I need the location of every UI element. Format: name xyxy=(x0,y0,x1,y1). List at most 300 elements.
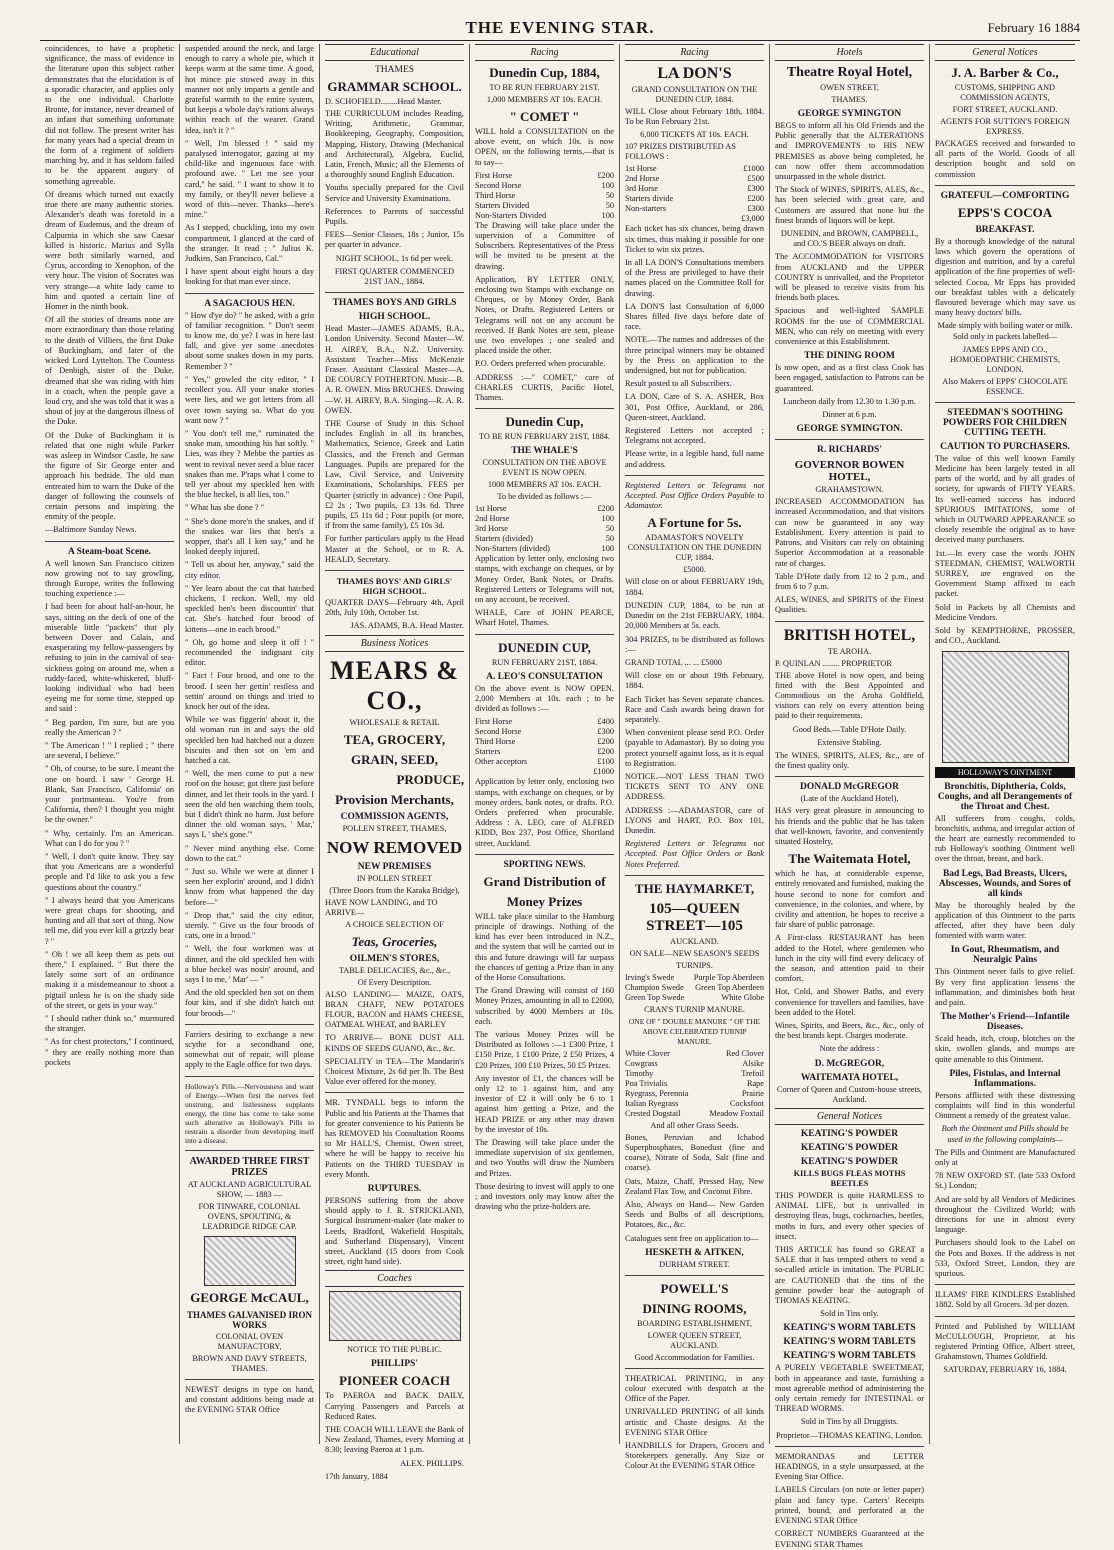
hesketh: HESKETH & AITKEN, xyxy=(645,1247,744,1258)
article-text: I had been for about half-an-hour, he says, sitting on the deck of one of the miserable little "packets" that ply between Dover and Calais, and exasperating my fellow-passengers by refusing to join in the carnival of sea-sickness going on around me, when a ruddy-faced, white-whiskered, bluff-looking individual who had been eyeing me for some time, stepped up and said : xyxy=(45,602,174,714)
steedman: STEEDMAN'S SOOTHING POWDERS FOR CHILDREN CUTTING TEETH. xyxy=(942,407,1068,438)
section-heading: Racing xyxy=(625,44,764,61)
both-text: Both the Ointment and Pills should be used in the following complaints— xyxy=(941,1124,1069,1144)
coach-date: 17th January, 1884 xyxy=(325,1471,388,1481)
divider xyxy=(935,1284,1075,1285)
first-quarter: FIRST QUARTER COMMENCED 21ST JAN., 1884. xyxy=(334,266,455,287)
section-heading: Hotels xyxy=(775,44,924,61)
dunedin-cup-3: DUNEDIN CUP, xyxy=(498,639,591,655)
grammar-label: THAMES xyxy=(374,65,415,75)
three-doors: (Three Doors from the Karaka Bridge), xyxy=(329,885,460,895)
table-row xyxy=(475,717,614,727)
richards: R. RICHARDS' xyxy=(817,445,882,456)
article-text: And the old speckled hen sot on them four kits, and if she didn't hatch out four broods—" xyxy=(185,988,314,1018)
article-text: " Yes," growled the city editor, " I recollect you. All your snake stories were lies, and we got letters from all over town saying so. What do you want now ? " xyxy=(185,374,314,425)
divider xyxy=(185,1379,314,1380)
also: Also, Always on Hand— New Garden Seeds and Bulbs of all descriptions, Potatoes, &c., &c. xyxy=(625,1199,764,1230)
barber: J. A. Barber & Co., xyxy=(951,65,1059,80)
references: References to Parents of successful Pupils. xyxy=(325,206,464,227)
table-row xyxy=(475,181,614,191)
table-cell: Non-starters xyxy=(625,204,667,214)
article-text: Of all the stories of dreams none are more extraordinary than those relating to the death of Villiers, the first Duke of Buckingham, and later of the wicked Lord Lyttelton. The Countess of Denbigh, sister of the Duke, dreamed that she was riding with him in a coach, when the people gave a loud cry, and she was told that it was a shout of joy at the dangerous illness of the Duke. xyxy=(45,315,174,427)
ruptures-heading: RUPTURES. xyxy=(367,1183,422,1194)
dunedin-cup: Dunedin Cup, 1884, xyxy=(489,65,600,80)
bronchitis: Bronchitis, Diphtheria, Colds, Coughs, and all Derangements of the Throat and Chest. xyxy=(937,781,1073,812)
registered-3: Registered Letters or Telegrams not Accepted. Post Office Orders or Bank Notes Preferred. xyxy=(625,839,764,869)
table-cell: Alsike xyxy=(742,1058,764,1068)
table-cell: Starters Divided xyxy=(475,200,530,210)
unrivalled: UNRIVALLED PRINTING of all kinds artistic and Chaste designs. At the EVENING STAR Office xyxy=(625,1407,764,1437)
divider xyxy=(45,541,174,542)
divider xyxy=(325,1092,464,1093)
good-accom: Good Accommodation for Families. xyxy=(634,1352,755,1362)
british-hotel: BRITISH HOTEL, xyxy=(783,626,916,644)
each-text: LA DON'S last Consultation of 6,000 Shares filled five days before date of race. xyxy=(625,301,764,332)
newspaper-title: THE EVENING STAR. xyxy=(465,18,655,37)
article-heading: A SAGACIOUS HEN. xyxy=(204,298,295,309)
saturday: SATURDAY, FEBRUARY 16, 1884. xyxy=(943,1365,1067,1375)
registered-text: Registered Letters not accepted ; Telegrams not accepted. xyxy=(625,426,764,446)
dinner: Dinner at 6 p.m. xyxy=(822,410,877,420)
coach-leave: THE COACH WILL LEAVE the Bank of New Zealand, Thames, every Morning at 8.30; leaving Paeroa at 1 p.m. xyxy=(325,1425,464,1455)
table-row xyxy=(625,973,764,983)
please-text: Please write, in a legible hand, full name and address. xyxy=(625,449,764,469)
commission-label: COMMISSION AGENTS, xyxy=(340,811,449,822)
members-2: 1000 MEMBERS AT 10s. EACH. xyxy=(487,480,602,490)
article-text: " Fact ! Four brood, and one to the brood. I seen her gettin' restless and settin' around on things and tried to knock her out of the idea. xyxy=(185,671,314,711)
table-cell: Non-Starters Divided xyxy=(475,210,547,220)
table-cell: £400 xyxy=(597,717,614,727)
high-school-title-2: THAMES BOYS' AND GIRLS' HIGH SCHOOL. xyxy=(336,575,453,596)
article-text: " She's done more'n the snakes, and if the snakes war lies that hen's a wopper, that's all I ken say," and he looked deeply injured. xyxy=(185,516,314,557)
further-text: For further particulars apply to the Head Master at the School, or to R. A. HEALD, Secretary. xyxy=(325,534,464,564)
divider xyxy=(625,1368,764,1369)
mothers-friend: The Mother's Friend—Infantile Diseases. xyxy=(940,1012,1070,1033)
ruptures-text: PERSONS suffering from the above should apply to J. R. STRICKLAND, Surgical Instrument-maker (late maker to Leeds, Bradford, Wakefield Hospitals, and Sutherland Dispensary), Vincent street, Auckland (15 doors from Cook street, right hand side). xyxy=(325,1195,464,1267)
article-text: " Oh, go home and sleep it off ! " recommended the indignant city editor. xyxy=(185,637,314,668)
table-cell: Champion Swede xyxy=(625,982,684,992)
section-heading: Educational xyxy=(325,44,464,61)
grahamstown: GRAHAMSTOWN. xyxy=(815,485,884,495)
prize-table xyxy=(475,717,614,767)
table-cell: Crested Dogstail xyxy=(625,1108,681,1118)
table-cell: Second Horse xyxy=(475,727,522,737)
run-date: TO BE RUN FEBRUARY 21ST. xyxy=(489,83,600,92)
oven-text: COLONIAL OVEN MANUFACTORY, xyxy=(215,1331,284,1351)
grand-text: Any investor of £1, the chances will be only 12 to 1 against him, and any investor of £2 it will only be 6 to 1 against him getting a Prize, and the HEAD PRIZE or any other may drawn by the investor of 10s. xyxy=(475,1073,614,1134)
column-5 xyxy=(620,44,770,1471)
tea-label: TEA, GROCERY, xyxy=(343,731,446,747)
table-row xyxy=(625,1099,764,1109)
bad-legs: Bad Legs, Bad Breasts, Ulcers, Abscesses, Wounds, and Sores of all kinds xyxy=(938,868,1072,899)
article-text: " Never mind anything else. Come down to the cat." xyxy=(185,843,314,863)
handbills: HANDBILLS for Drapers, Grocers and Storekeepers generally. Any Size or Colour At the EVENING STAR Office xyxy=(625,1441,764,1471)
table-cell: 50 xyxy=(605,524,614,534)
dunedin-text: DUNEDIN CUP, 1884, to be run at Dunedin on the 21st FEBRUARY, 1884. 20,000 Members at 5s. each. xyxy=(625,600,764,631)
table-cell: First Horse xyxy=(475,717,513,727)
article-text: " Well, the men come to put a new roof on the house; got there just before dinner, and let their tools in the yard. I seen the old hen watching them tools, but I didn't think no harm. Just before dinner the old woman says, ' Mar,' says I, ' she's gone.'" xyxy=(185,769,314,840)
section-heading: Business Notices xyxy=(325,635,464,652)
alex-phillips: ALEX. PHILLIPS. xyxy=(400,1458,464,1468)
table-row xyxy=(625,164,764,174)
divider xyxy=(475,408,614,409)
waitemata-2: WAITEMATA HOTEL, xyxy=(800,1072,899,1083)
address-text: ADDRESS :—" COMET," care of CHARLES CURTIS, Pacific Hotel, Thames. xyxy=(475,372,614,403)
grammar-school-title: GRAMMAR SCHOOL. xyxy=(327,79,462,94)
article-text: Of dreams which turned out exactly true there are many authentic stories. Alexander's death was foretold in a dream of Eudemus, and the dream of Calpurnia in which she saw Caesar killed is historic. Marius and Sylla were both similarly warned, and Cyrus, according to Xenophon, of the very hour. The vision of Socrates was very strange—a white lady came to him and quoted a certain line of Homer in the ninth book. xyxy=(45,189,174,312)
table-cell: Timothy xyxy=(625,1068,654,1078)
table-cell: 100 xyxy=(601,544,614,554)
powell: POWELL'S xyxy=(660,1280,729,1296)
table-cell: £200 xyxy=(597,504,614,514)
accommodation: The ACCOMMODATION for VISITORS from AUCKLAND and the UPPER COUNTRY is unrivalled, and the Proprietor will be pleased to receive visits from his friends both places. xyxy=(775,252,924,303)
illams: ILLAMS' FIRE KINDLERS Established 1882. Sold by all Grocers. 3d per dozen. xyxy=(935,1290,1075,1310)
gout: In Gout, Rheumatism, and Neuralgic Pains xyxy=(950,945,1060,966)
article-text: " Well, I don't quite know. They say that you Americans are a wonderful people and I'd like to ask you a few questions about the country." xyxy=(45,852,174,892)
article-heading: A Steam-boat Scene. xyxy=(67,546,152,557)
cran: CRAN'S TURNIP MANURE. xyxy=(644,1004,745,1014)
article-text: " Beg pardon, I'm sure, but are you really the American ? " xyxy=(45,717,174,737)
newest-notice: NEWEST designs in type on hand, and constant additions being made at the EVENING STAR Office xyxy=(185,1384,314,1415)
keating-powder: KEATING'S POWDER xyxy=(800,1157,899,1168)
bones: Bones, Peruvian and Ichabod Superphosphates, Bonedust (fine and coarse), Nitrate of Soda, Salt (fine and coarse). xyxy=(625,1132,764,1173)
table-row xyxy=(475,171,614,181)
thames: THAMES. xyxy=(831,95,868,104)
table-cell: 2nd Horse xyxy=(475,514,510,524)
prizes-304: 304 PRIZES, to be distributed as follows :— xyxy=(625,634,764,654)
bronchitis-text: All sufferers from coughs, colds, bronchitis, asthma, and irregular action of the heart are earnestly recommended to rub Holloway's soothing Ointment well over the throat, breast, and back. xyxy=(935,813,1075,864)
article-text: " Oh, of course, to be sure. I meant the one on board. I saw ' George H. Blank, San Francisco, California' on your portmanteau. You're from California, then? I thought you might be the owner." xyxy=(45,764,174,825)
dunedin-beer: DUNEDIN, and BROWN, CAMPBELL, and CO.'S BEER always on draft. xyxy=(780,229,919,249)
each-text: In all LA DON'S Consultations members of the Press are privileged to have their names placed on the Committee Roll for drawing. xyxy=(625,258,764,298)
keating-powder: KEATING'S POWDER xyxy=(800,1143,899,1154)
quinlan: P. QUINLAN ........ PROPRIETOR xyxy=(775,658,892,668)
night-school: NIGHT SCHOOL, 1s 6d per week. xyxy=(335,253,454,263)
table-hote: Table D'Hote daily from 12 to 2 p.m., and from 6 to 7 p.m. xyxy=(775,571,924,591)
mcgregor: DONALD McGREGOR xyxy=(800,782,899,793)
table-cell: Third Horse xyxy=(475,737,516,747)
note-text: NOTE.—The names and addresses of the three principal winners may be obtained by the Press on application to the undersigned, but not for publication. xyxy=(625,335,764,376)
grateful: GRATEFUL—COMFORTING xyxy=(940,190,1070,201)
cran-2: ONE OF " DOUBLE MANURE " OF THE ABOVE CELEBRATED TURNIP MANURE. xyxy=(628,1016,761,1046)
article-text: Of the Duke of Buckingham it is related that one night while Parker was asleep in Windsor Castle, he saw the figure of Sir George enter and approach his bedside. The old man entreated him to warn the Duke of the danger of following the counsels of certain persons and inspiring the enmity of the people. xyxy=(45,430,174,522)
purely: A PURELY VEGETABLE SWEETMEAT, both in appearance and taste, furnishing a most agreeable method of administering the only certain remedy for INTESTINAL or THREAD WORMS. xyxy=(775,1363,924,1414)
article-text: " I always heard that you Americans were great chaps for shooting, and hunting and all that sort of thing. Now tell me, did you ever kill a grizzly bear ? " xyxy=(45,895,174,946)
ladon-address: LA DON, Care of S. A. ASHER, Box 301, Post Office, Auckland, or 286, Queen-street, Auckland. xyxy=(625,392,764,422)
table-row xyxy=(475,737,614,747)
waitemata-hotel: The Waitemata Hotel, xyxy=(788,851,911,867)
gout-text: This Ointment never fails to give relief. By very first application lessens the inflammation, and diminishes both heat and pain. xyxy=(935,967,1075,1007)
packages: PACKAGES received and forwarded to all parts of the World. Goods of all description bought and sold on commission xyxy=(935,139,1075,179)
table-cell: Starters divide xyxy=(625,194,674,204)
column-3 xyxy=(320,44,470,1481)
wines-2: Wines, Spirits, and Beers, &c., &c., only of the best brands kept. Charges moderate. xyxy=(775,1021,924,1041)
durham: DURHAM STREET. xyxy=(659,1259,730,1269)
youths: Youths specially prepared for the Civil Service and University Examinations. xyxy=(325,183,464,203)
mears-title: MEARS & CO., xyxy=(329,655,460,715)
table-cell: £300 xyxy=(747,204,764,214)
table-row xyxy=(475,514,614,524)
which-text: which he has, at considerable expense, entirely renovated and furnished, making the house second to none for comfort and convenience, in the colonies, and where, by civility and attention, he hopes to receive a fair share of public patronage. xyxy=(775,869,924,930)
divider xyxy=(775,621,924,622)
article-text: While we was figgerin' about it, the old woman run in and says the old speckled hen had hatched out a dozen biscuits and then sot on 'em and hatched a cat. xyxy=(185,715,314,765)
divider xyxy=(935,1316,1075,1317)
tinware-text: FOR TINWARE, COLONIAL OVENS, SPOUTING, & LEADRIDGE RIDGE CAP. xyxy=(198,1201,301,1231)
table-row xyxy=(475,757,614,767)
oilmen: OILMEN'S STORES, xyxy=(349,953,440,964)
article-text: I have spent about eight hours a day looking for that man ever since. xyxy=(185,267,314,287)
table-cell: £200 xyxy=(597,747,614,757)
adamastor: ADAMASTOR'S NOVELTY CONSULTATION ON THE DUNEDIN CUP, 1884. xyxy=(627,533,762,563)
table-row xyxy=(475,534,614,544)
course-text: THE Course of Study in this School includes English in all its branches, Mathematics, Science, Greek and Latin Classics, and the French and German Languages. Pupils are prepared for the Law, Civil Service, and University Examinations, Scholarships. FEES per Quarter (strictly in advance) : One Pupil, £2 2s ; Two pupils, £3 13s 6d. Three pupils, £5 11s 6d ; Four pupils (or more, if from the same family), £5 10s 3d. xyxy=(325,419,464,531)
result-text: Result posted to all Subscribers. xyxy=(625,379,732,389)
has-text: HAS very great pleasure in announcing to his friends and the public that he has taken that well-known, favorite, and conveniently situated Hostelry, xyxy=(775,806,924,846)
table-cell: 100 xyxy=(601,210,614,220)
comet: " COMET " xyxy=(509,109,580,124)
table-cell: £200 xyxy=(597,737,614,747)
high-school-title: THAMES BOYS AND GIRLS xyxy=(332,298,457,309)
divider xyxy=(935,402,1075,403)
leo-text: On the above event is NOW OPEN. 2,000 Members at 10s. each ; to be divided as follows :— xyxy=(475,683,614,714)
grass-table xyxy=(625,1049,764,1119)
la-dons: LA DON'S xyxy=(657,65,732,82)
ridge-cap-illustration xyxy=(204,1236,296,1286)
table-row xyxy=(625,993,764,1003)
table-row xyxy=(625,1079,764,1089)
paeroa: To PAEROA and BACK DAILY, Carrying Passengers and Parcels at Reduced Rates. xyxy=(325,1391,464,1421)
table-cell: £100 xyxy=(597,757,614,767)
article-text: " What has she done ? " xyxy=(185,503,264,513)
good-beds: Good Beds.—Table D'Hote Daily. xyxy=(792,724,907,734)
table-cell: Cowgrass xyxy=(625,1058,658,1068)
table-cell: Starters (divided) xyxy=(475,534,533,544)
table-row xyxy=(475,727,614,737)
holloway-illustration xyxy=(942,651,1069,763)
speciality: SPECIALITY in TEA—The Mandarin's Choicest Mixture, 2s 6d per lb. The Best Value ever offered for the money. xyxy=(325,1056,464,1087)
table-cell: £300 xyxy=(597,727,614,737)
quarter-days: QUARTER DAYS—February 4th, April 20th, July 10th, October 1st. xyxy=(325,597,464,618)
table-cell: First Horse xyxy=(475,170,513,180)
table-cell: Cocksfoot xyxy=(729,1098,764,1108)
table-row xyxy=(475,201,614,211)
table-cell: 50 xyxy=(605,190,614,200)
table-row xyxy=(625,1089,764,1099)
issue-date: February 16 1884 xyxy=(987,20,1080,35)
pioneer-coach: PIONEER COACH xyxy=(339,1373,450,1389)
sum: £5000. xyxy=(683,565,706,575)
prize-table xyxy=(625,164,764,214)
article-text: " The American ! " I replied ; " there are several, I believe." xyxy=(45,741,174,761)
worm-tablets: KEATING'S WORM TABLETS xyxy=(783,1351,916,1362)
table-cell: £500 xyxy=(747,174,764,184)
oven-address: BROWN AND DAVY STREETS, THAMES. xyxy=(192,1353,307,1373)
divider xyxy=(475,854,614,855)
column-2 xyxy=(180,44,320,1444)
table-row xyxy=(625,1109,764,1119)
choice: A CHOICE SELECTION OF xyxy=(345,919,444,929)
high-school-subtitle: HIGH SCHOOL. xyxy=(358,312,431,323)
notice-2: NOTICE.—NOT LESS THAN TWO TICKETS SENT TO ANY ONE ADDRESS. xyxy=(625,771,764,802)
prize-total: £3,000 xyxy=(741,214,764,224)
whale-address: WHALE, Care of JOHN PEARCE, Wharf Hotel, Thames. xyxy=(475,608,614,628)
theatrical: THEATRICAL PRINTING, in any colour executed with despatch at the Office of the Paper. xyxy=(625,1373,764,1404)
governor-bowen: GOVERNOR BOWEN HOTEL, xyxy=(794,459,905,484)
table-cell: Prairie xyxy=(741,1088,764,1098)
piles-text: Persons afflicted with these distressing complaints will find in this wonderful Ointment a remedy of the greatest value. xyxy=(935,1090,1075,1121)
luncheon: Luncheon daily from 12.30 to 1.30 p.m. xyxy=(783,396,916,406)
keating-powder: KEATING'S POWDER xyxy=(800,1129,899,1140)
run-date-2: TO BE RUN FEBRUARY 21ST, 1884. xyxy=(479,432,610,442)
pollen-label: POLLEN STREET, THAMES, xyxy=(342,823,447,833)
table-row xyxy=(625,1049,764,1059)
grain-label: GRAIN, SEED, xyxy=(350,751,439,767)
members: 1,000 MEMBERS AT 10s. EACH. xyxy=(486,95,603,104)
epps-cocoa: EPPS'S COCOA xyxy=(957,204,1053,220)
article-text: " How d'ye do? " he asked, with a grin of familiar recognition. " Don't seem to know me, do ye? I was in here last fall, and give yer some anecdotes about some snakes down in my parts. Remember ? " xyxy=(185,310,314,371)
teas-label: Teas, Groceries, xyxy=(351,933,438,949)
coach-illustration xyxy=(329,1291,461,1341)
each-text: Each ticket has six chances, being drawn six times, thus making it possible for one Ticket to win six prizes. xyxy=(625,224,764,254)
table-row xyxy=(625,184,764,194)
seeds-table xyxy=(625,973,764,1003)
table-cell: 3rd Horse xyxy=(475,524,508,534)
article-text: " Yer learn about the cat that hatched chickens, I reckon. Well, my old speckled hen's been discountin' that cat. She's hatched four brood of kittens—one in each brood." xyxy=(185,583,314,634)
labels: LABELS Circulars (on note or letter paper) plain and fancy type. Carters' Receipts printed, bound, and perforated at the EVENING STAR Office xyxy=(775,1485,924,1526)
leo: A. LEO'S CONSULTATION xyxy=(486,671,603,682)
wholesale: WHOLESALE & RETAIL xyxy=(349,717,440,727)
article-text: THIS ARTICLE has found so GREAT a SALE that it has tempted others to vend a so-called article in imitation. The PUBLIC are CAUTIONED that the tins of the genuine powder bear the autograph of THOMAS KEATING. xyxy=(775,1245,924,1306)
table-row xyxy=(475,211,614,221)
table-row xyxy=(625,1069,764,1079)
consult: CONSULTATION ON THE ABOVE EVENT IS NOW OPEN. xyxy=(482,458,607,478)
article-text: A well known San Francisco citizen now growing not to say growling, through Europe, writes the following touching experience :— xyxy=(45,558,174,599)
article-text: " Why, certainly. I'm an American. What can I do for you ? " xyxy=(45,828,174,848)
mccaul-name: GEORGE McCAUL, xyxy=(190,1289,309,1305)
grand-text: WILL take place similar to the Hamburg principle of drawings. Nothing of the kind has ever been introduced in N.Z., and the system that will be carried out in this and future drawings will far surpass the chances of getting a Prize than in any of the Horse Consultations. xyxy=(475,911,614,982)
memo: MEMORANDAS and LETTER HEADINGS, in a style unsurpassed, at the Evening Star Office. xyxy=(775,1451,924,1482)
article-source: —Baltimore Sunday News. xyxy=(45,525,137,535)
lower-queen: LOWER QUEEN STREET, AUCKLAND. xyxy=(647,1330,742,1350)
bad-text: May be thoroughly healed by the application of this Ointment to the parts affected, after they have been duly fomented with warm water. xyxy=(935,900,1075,941)
pills-text: The Pills and Ointment are Manufactured only at xyxy=(935,1147,1075,1167)
divider xyxy=(325,570,464,571)
grand-total: GRAND TOTAL ... ... £5000 xyxy=(625,657,722,667)
sporting-news: SPORTING NEWS. xyxy=(503,859,586,870)
te-aroha: TE AROHA. xyxy=(827,646,872,656)
new-premises: NEW PREMISES xyxy=(357,861,432,872)
divided: To be divided as follows :— xyxy=(497,492,592,502)
table-cell: Trefoil xyxy=(741,1068,764,1078)
grand-distribution: Grand Distribution of xyxy=(483,873,606,889)
article-text: " You don't tell me," ruminated the snake man, smoothing his hat softly. " Lies, was they ? Mebbe the parties as went to revival never seed a blue racer snakes than me. P'raps what I come to tell yer about my speckled hen with the blue heckel, is all lies, too." xyxy=(185,428,314,500)
holloway-banner: HOLLOWAY'S OINTMENT xyxy=(935,767,1075,778)
table-row xyxy=(625,1059,764,1069)
landing: HAVE NOW LANDING, and TO ARRIVE— xyxy=(325,897,438,917)
kills: KILLS BUGS FLEAS MOTHS BEETLES xyxy=(793,1169,906,1189)
dining-room: THE DINING ROOM xyxy=(804,351,895,362)
theatre-royal: Theatre Royal Hotel, xyxy=(786,65,913,80)
george-symington: GEORGE SYMINGTON xyxy=(797,109,902,119)
table-cell: Irving's Swede xyxy=(625,972,675,982)
divider xyxy=(325,292,464,293)
grass-2: And all other Grass Seeds. xyxy=(650,1120,739,1130)
staff-list: Head Master—JAMES ADAMS, B.A., London University. Second Master—W. H. AIREY, B.A., N.Z. University. Assistant Teacher—Miss McKenzie Fraser. Assistant Classical Master—A. DE COURCY FOTHERTON. Music—B. A. R. OWEN. Miss BRUCHES. Drawing—W. H. AIREY, B.A. Singing—R. A. R. OWEN. xyxy=(325,324,464,415)
masthead xyxy=(40,14,1080,41)
po-text: P.O. Orders preferred when procurable. xyxy=(475,359,606,369)
application-text-2: Application by letter only, enclosing two stamps, with exchange on cheques, or by Money Order, Bank Notes, or Drafts. Registered Letters or Telegrams will not, on any account, be received. xyxy=(475,554,614,605)
oxford-text: 78 NEW OXFORD ST. (late 533 Oxford St.) London; xyxy=(935,1171,1075,1191)
table-cell: Green Top Aberdeen xyxy=(695,982,764,992)
table-cell: £200 xyxy=(597,170,614,180)
catalogues: Catalogues sent free on application to— xyxy=(625,1233,759,1243)
boarding: BOARDING ESTABLISHMENT, xyxy=(637,1318,752,1328)
column-6 xyxy=(770,44,930,1549)
run-date-3: RUN FEBRUARY 21ST, 1884. xyxy=(491,657,598,667)
haymarket: THE HAYMARKET, xyxy=(634,880,755,896)
article-text: " Oh ! we all keep them as pets out there," I explained. " But there the lately some sort of an ordinance making it a misdemeanour to shoot a pigtail unless he is on the shady side of the street, or gets in your way." xyxy=(45,949,174,1010)
divider xyxy=(775,439,924,440)
section-heading: General Notices xyxy=(935,44,1075,61)
table-cell: 50 xyxy=(605,534,614,544)
awarded-heading: AWARDED THREE FIRST PRIZES xyxy=(189,1155,310,1178)
column-4 xyxy=(470,44,620,1444)
divider xyxy=(625,875,764,876)
address-2: ADDRESS :—ADAMASTOR, care of LYONS and HART, P.O. Box 101, Dunedin. xyxy=(625,805,764,835)
mother-text: Scald heads, itch, croup, blotches on the skin, swollen glands, and mumps are quite amenable to this Ointment. xyxy=(935,1034,1075,1064)
spacious: Spacious and well-lighted SAMPLE ROOMS for the use of COMMERCIAL MEN, who can rely on meeting with every convenience at this Establishment. xyxy=(775,306,924,347)
table-row xyxy=(475,191,614,201)
mcgregor-late: (Late of the Auckland Hotel), xyxy=(800,794,899,804)
stock: The Stock of WINES, SPIRITS, ALES, &c., has been selected with great care, and Customers are assured that none but the finest brands of liquors will be kept. xyxy=(775,185,924,225)
table-cell: £1000 xyxy=(743,164,764,174)
wines: The WINES, SPIRITS, ALES, &c., are of the finest quality only. xyxy=(775,750,924,771)
article-text: " Just so. While we were at dinner I seen her explorin' around, and I didn't know from what happened the day before—" xyxy=(185,867,314,907)
table-cell: Ryegrass, Perennia xyxy=(625,1088,689,1098)
prize-table xyxy=(475,171,614,221)
column-1 xyxy=(40,44,180,1444)
divider xyxy=(185,1076,314,1077)
divider xyxy=(475,634,614,635)
divider xyxy=(775,776,924,777)
now-removed: NOW REMOVED xyxy=(326,837,463,857)
table-cell: Other acceptors xyxy=(475,757,528,767)
table-row xyxy=(625,204,764,214)
epps-text: By a thorough knowledge of the natural laws which govern the operations of digestion and nutrition, and by a careful application of the fine properties of well-selected Cocoa, Mr Epps has provided our breakfast tables with a delicately flavoured beverage which may save us many heavy doctors' bills. xyxy=(935,236,1075,318)
on-sale: ON SALE—NEW SEASON'S SEEDS xyxy=(629,948,760,958)
divider xyxy=(625,1275,764,1276)
dining-text: Is now open, and as a first class Cook has been engaged, satisfaction to Patrons can be guaranteed. xyxy=(775,363,924,393)
firstclass: A First-class RESTAURANT has been added to the Hotel, where gentlemen who lunch in the city will find every delicacy of the season, and attention paid to their comfort. xyxy=(775,933,924,984)
grand-text: The Grand Drawing will consist of 160 Money Prizes, amounting in all to £2000, subscribed by 4000 Members at 10s. each. xyxy=(475,986,614,1026)
divider xyxy=(185,1024,314,1025)
table-cell: £300 xyxy=(747,184,764,194)
provision-label: Provision Merchants, xyxy=(335,791,454,807)
table-cell: Starters xyxy=(475,747,501,757)
table-row xyxy=(625,194,764,204)
stabling: Extensive Stabling. xyxy=(817,737,882,747)
makers: Also Makers of EPPS' CHOCOLATE ESSENCE. xyxy=(942,376,1068,396)
queen-street: 105—QUEEN STREET—105 xyxy=(646,900,743,934)
table-row xyxy=(475,747,614,757)
sold-2: Sold in Tins by all Druggists. xyxy=(800,1417,899,1427)
table-cell: 50 xyxy=(605,200,614,210)
article-text: " Tell us about her, anyway," said the city editor. xyxy=(185,560,314,580)
value-text: The value of this well known Family Medicine has been largely tested in all parts of the world, and by all grades of society, for upwards of FIFTY YEARS. Its well-earned success has induced SPURIOUS IMITATIONS, some of which in OUTWARD APPEARANCE so closely resemble the original as to have deceived many purchasers. xyxy=(935,453,1075,545)
printed: Printed and Published by WILLIAM McCULLOUGH, Proprietor, at his registered Printing Office, Albert street, Grahamstown, Thames Goldfield. xyxy=(935,1321,1075,1362)
table-cell: 2nd Horse xyxy=(625,174,660,184)
curriculum: THE CURRICULUM includes Reading, Writing, Arithmetic, Grammar, Bookkeeping, Geography, Composition, Mapping, History, Drawing (Mechanical and Architectural), Algebra, Euclid, Latin, French, Music; all the Elements of a thoroughly sound English Education. xyxy=(325,109,464,180)
